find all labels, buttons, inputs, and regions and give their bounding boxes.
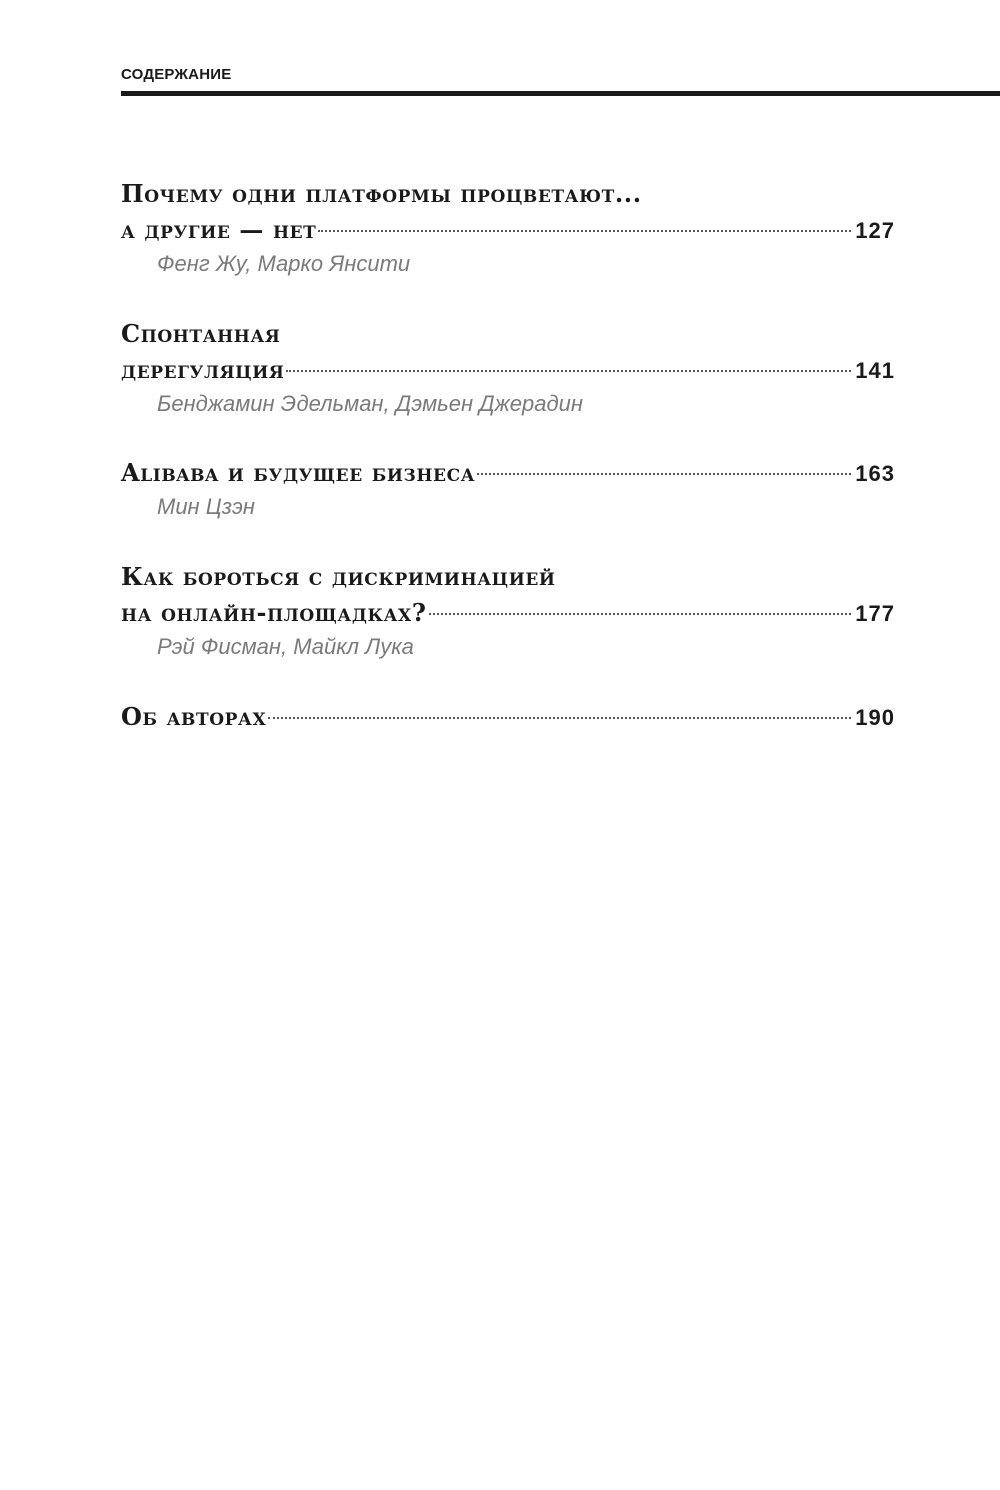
entry-title-text: на онлайн-площадках?	[121, 598, 427, 627]
entry-title-text: дерегуляция	[121, 355, 285, 384]
page-number: 127	[855, 218, 895, 243]
toc-entry[interactable]	[121, 455, 895, 522]
page-number: 141	[855, 358, 895, 383]
entry-title-line: Спонтанная	[121, 319, 281, 348]
entry-title-last-line	[121, 212, 895, 249]
entry-title-last-line	[121, 595, 895, 632]
page-number: 190	[855, 705, 895, 730]
header-rule	[121, 91, 1000, 96]
dot-leader	[429, 613, 852, 615]
entry-title-text: а другие — нет	[121, 215, 317, 244]
entry-title-text: Об авторах	[121, 702, 267, 731]
entry-title-last-line	[121, 455, 895, 492]
toc-entry[interactable]	[121, 176, 895, 279]
dot-leader	[286, 370, 851, 372]
page-number: 163	[855, 461, 895, 486]
dot-leader	[477, 473, 851, 475]
running-head: СОДЕРЖАНИЕ	[121, 66, 232, 83]
entry-title-last-line	[121, 352, 895, 389]
entry-authors: Рэй Фисман, Майкл Лука	[157, 634, 414, 659]
toc-entry[interactable]	[121, 699, 895, 736]
entry-title-line: Почему одни платформы процветают...	[121, 179, 642, 208]
entry-title-line: Как бороться с дискриминацией	[121, 562, 556, 591]
dot-leader	[318, 230, 851, 232]
entry-authors: Мин Цзэн	[157, 494, 255, 519]
toc-entry[interactable]	[121, 316, 895, 419]
dot-leader	[268, 717, 851, 719]
entry-title-last-line	[121, 699, 895, 736]
page-number: 177	[855, 601, 895, 626]
entry-authors: Бенджамин Эдельман, Дэмьен Джерадин	[157, 391, 584, 416]
entry-title-text: Alibaba и будущее бизнеса	[121, 458, 476, 487]
toc-entry[interactable]	[121, 559, 895, 662]
entry-authors: Фенг Жу, Марко Янсити	[157, 251, 411, 276]
